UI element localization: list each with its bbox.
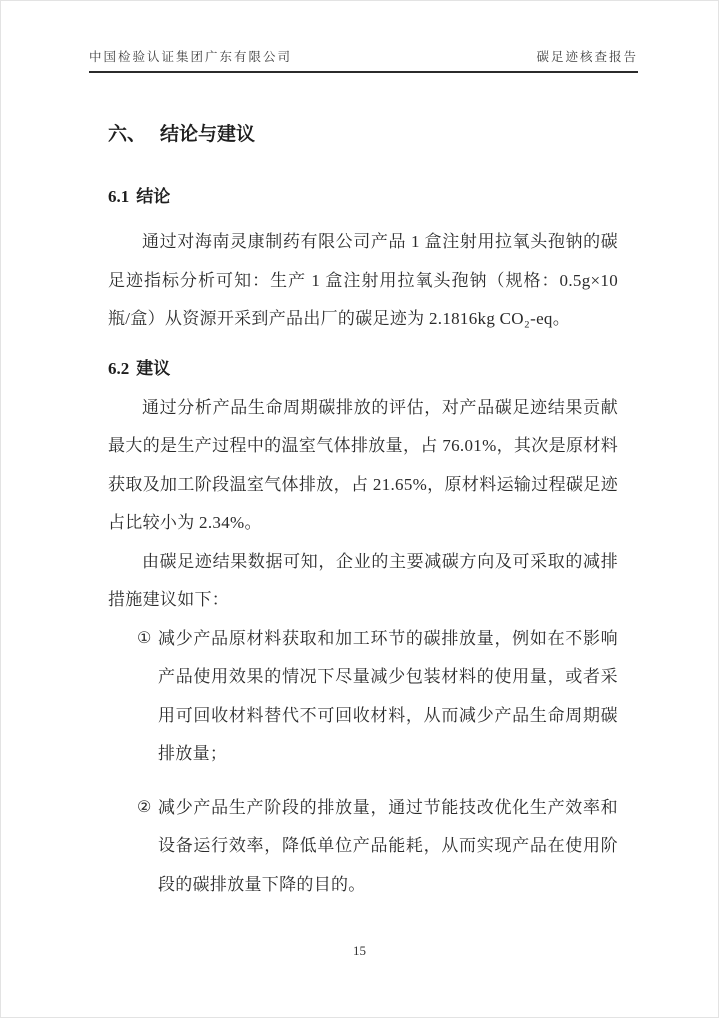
chapter-title-text: 结论与建议: [160, 124, 256, 145]
header-report-title: 碳足迹核查报告: [536, 50, 638, 64]
list-item-text: 减少产品生产阶段的排放量，通过节能技改优化生产效率和设备运行效率，降低单位产品能耗，从而实现产品在使用阶段的碳排放量下降的目的。: [158, 797, 618, 894]
list-item: [137, 789, 618, 905]
page-number: 15: [353, 943, 366, 958]
section-number: 6.1: [108, 187, 130, 206]
list-item-text: 减少产品原材料获取和加工环节的碳排放量，例如在不影响产品使用效果的情况下尽量减少包装材料的使用量，或者采用可回收材料替代不可回收材料，从而减少产品生命周期碳排放量；: [158, 628, 618, 763]
paragraph-recommendation-overview: 通过分析产品生命周期碳排放的评估，对产品碳足迹结果贡献最大的是生产过程中的温室气体排放量，占 76.01%，其次是原材料获取及加工阶段温室气体排放，占 21.65%，原材料运输过程碳足迹占比较小为 2.34%。: [108, 397, 618, 532]
section-heading-text: 建议: [136, 358, 171, 378]
list-item: [137, 620, 618, 774]
section-heading-text: 结论: [136, 187, 171, 206]
section-heading-6-2: [108, 356, 618, 381]
chapter-title: [108, 121, 618, 148]
recommendation-list: [108, 620, 618, 905]
list-item-marker: ②: [137, 798, 152, 816]
document-body: [108, 121, 618, 904]
page-header: [89, 47, 638, 73]
list-item-marker: ①: [137, 629, 152, 647]
section-number: 6.2: [108, 358, 130, 378]
chapter-number: 六、: [108, 124, 147, 145]
paragraph-recommendation-intro: 由碳足迹结果数据可知，企业的主要减碳方向及可采取的减排措施建议如下：: [108, 551, 618, 609]
paragraph-conclusion: 通过对海南灵康制药有限公司产品 1 盒注射用拉氧头孢钠的碳足迹指标分析可知：生产 1 盒注射用拉氧头孢钠（规格：0.5g×10 瓶/盒）从资源开采到产品出厂的碳足迹为 2.1816kg CO₂-eq。: [108, 232, 618, 328]
header-company: 中国检验认证集团广东有限公司: [89, 50, 293, 64]
section-heading-6-1: [108, 184, 618, 209]
page-footer: [1, 943, 718, 959]
